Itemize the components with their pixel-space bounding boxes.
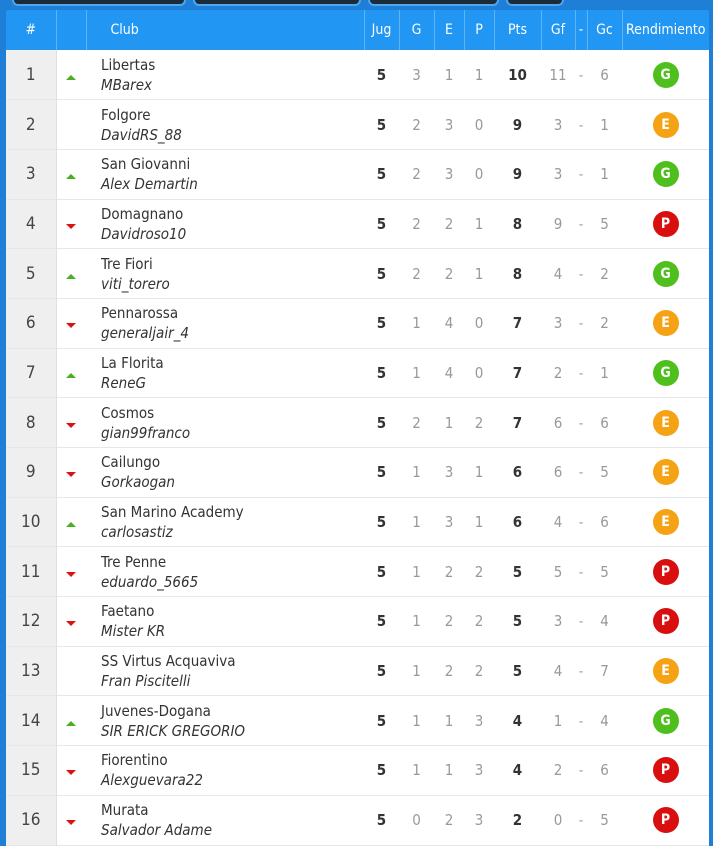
wins-cell: 2 — [412, 165, 421, 184]
manager-name[interactable]: Davidroso10 — [101, 224, 187, 243]
top-tab[interactable] — [12, 0, 186, 6]
draws-cell: 1 — [444, 761, 454, 780]
draws-cell: 3 — [444, 513, 454, 532]
draws-cell: 1 — [444, 65, 454, 84]
club-name[interactable]: Murata — [101, 801, 149, 820]
manager-name[interactable]: Salvador Adame — [101, 821, 213, 840]
performance-badge: P — [653, 757, 679, 783]
points-cell: 2 — [512, 811, 523, 830]
wins-cell: 3 — [412, 65, 421, 84]
wins-cell: 1 — [412, 662, 421, 681]
table-header — [6, 10, 709, 50]
position-cell: 1 — [6, 50, 56, 100]
performance-cell — [622, 448, 709, 498]
club-cell[interactable] — [86, 646, 364, 696]
trend-up-icon — [66, 274, 76, 279]
goals-for-cell: 3 — [553, 165, 563, 184]
table-row[interactable] — [6, 50, 709, 100]
losses-cell: 0 — [474, 363, 484, 382]
goals-for-cell: 4 — [553, 662, 563, 681]
club-name[interactable]: Juvenes-Dogana — [101, 701, 211, 720]
losses-cell: 2 — [474, 562, 484, 581]
goals-for-cell: 6 — [553, 413, 563, 432]
goals-against-cell: 2 — [600, 314, 609, 333]
played-cell: 5 — [376, 761, 387, 780]
goals-against-cell: 6 — [600, 413, 609, 432]
top-tab[interactable] — [193, 0, 361, 6]
goals-separator: - — [578, 65, 584, 84]
goals-against-cell: 4 — [600, 612, 609, 631]
trend-cell — [56, 448, 86, 498]
col-jug-header[interactable]: Jug — [364, 10, 399, 50]
trend-cell — [56, 50, 86, 100]
col-perf-header[interactable]: Rendimiento — [625, 22, 706, 38]
performance-badge: P — [653, 608, 679, 634]
goals-separator: - — [578, 363, 584, 382]
position-cell: 16 — [6, 795, 56, 845]
goals-for-cell: 2 — [553, 363, 563, 382]
losses-cell: 1 — [474, 264, 484, 283]
performance-cell — [622, 497, 709, 547]
trend-down-icon — [66, 820, 76, 825]
manager-name[interactable]: ReneG — [101, 373, 146, 392]
manager-name[interactable]: carlosastiz — [101, 523, 173, 542]
trend-cell — [56, 348, 86, 398]
trend-cell — [56, 398, 86, 448]
performance-badge: G — [653, 261, 679, 287]
goals-separator: - — [578, 562, 584, 581]
club-name[interactable]: Folgore — [101, 105, 151, 124]
table-row[interactable] — [6, 348, 709, 398]
position-cell: 8 — [6, 398, 56, 448]
goals-for-cell: 9 — [553, 214, 563, 233]
trend-cell — [56, 547, 86, 597]
club-cell[interactable] — [86, 597, 364, 647]
club-name[interactable]: San Marino Academy — [101, 503, 244, 522]
played-cell: 5 — [376, 314, 387, 333]
goals-against-cell: 1 — [600, 363, 609, 382]
top-tab[interactable] — [506, 0, 564, 6]
trend-cell — [56, 298, 86, 348]
position-cell: 13 — [6, 646, 56, 696]
played-cell: 5 — [376, 214, 387, 233]
played-cell: 5 — [376, 513, 387, 532]
wins-cell: 1 — [412, 314, 421, 333]
position-cell: 3 — [6, 149, 56, 199]
trend-up-icon — [66, 174, 76, 179]
goals-against-cell: 1 — [600, 165, 609, 184]
goals-for-cell: 0 — [553, 811, 563, 830]
club-cell[interactable] — [86, 199, 364, 249]
performance-badge: G — [653, 360, 679, 386]
club-name[interactable]: Domagnano — [101, 204, 184, 223]
points-cell: 4 — [512, 761, 523, 780]
col-g-header[interactable]: G — [399, 10, 434, 50]
performance-cell — [622, 646, 709, 696]
draws-cell: 1 — [444, 413, 454, 432]
manager-name[interactable]: generaljair_4 — [101, 324, 189, 343]
club-name[interactable]: Libertas — [101, 55, 156, 74]
losses-cell: 3 — [474, 811, 484, 830]
played-cell: 5 — [376, 264, 387, 283]
col-trend-header — [56, 10, 86, 50]
club-cell[interactable] — [86, 547, 364, 597]
trend-down-icon — [66, 572, 76, 577]
club-name[interactable]: Pennarossa — [101, 304, 179, 323]
trend-up-icon — [66, 721, 76, 726]
col-e-header[interactable]: E — [434, 10, 464, 50]
goals-separator: - — [578, 513, 584, 532]
trend-down-icon — [66, 472, 76, 477]
trend-cell — [56, 696, 86, 746]
goals-for-cell: 4 — [553, 264, 563, 283]
goals-against-cell: 2 — [600, 264, 609, 283]
wins-cell: 1 — [412, 363, 421, 382]
losses-cell: 1 — [474, 214, 484, 233]
club-name[interactable]: Cailungo — [101, 453, 161, 472]
top-tab-strip — [0, 0, 713, 8]
performance-cell — [622, 795, 709, 845]
trend-cell — [56, 597, 86, 647]
performance-badge: E — [653, 410, 679, 436]
performance-badge: E — [653, 459, 679, 485]
goals-separator: - — [578, 115, 584, 134]
goals-against-cell: 7 — [600, 662, 609, 681]
played-cell: 5 — [376, 165, 387, 184]
position-cell: 4 — [6, 199, 56, 249]
performance-cell — [622, 597, 709, 647]
goals-separator: - — [578, 463, 584, 482]
played-cell: 5 — [376, 811, 387, 830]
draws-cell: 4 — [444, 363, 454, 382]
position-cell: 11 — [6, 547, 56, 597]
goals-against-cell: 1 — [600, 115, 609, 134]
points-cell: 6 — [512, 463, 523, 482]
goals-against-cell: 6 — [600, 761, 609, 780]
club-name[interactable]: La Florita — [101, 353, 164, 372]
played-cell: 5 — [376, 363, 387, 382]
col-gf-header[interactable]: Gf — [541, 10, 575, 50]
trend-up-icon — [66, 522, 76, 527]
club-name[interactable]: Tre Penne — [101, 552, 167, 571]
played-cell: 5 — [376, 711, 387, 730]
manager-name[interactable]: Gorkaogan — [101, 473, 175, 492]
losses-cell: 0 — [474, 115, 484, 134]
performance-badge: E — [653, 509, 679, 535]
draws-cell: 2 — [444, 264, 454, 283]
position-cell: 5 — [6, 249, 56, 299]
manager-name[interactable]: Mister KR — [101, 622, 166, 641]
club-cell[interactable] — [86, 746, 364, 796]
losses-cell: 1 — [474, 463, 484, 482]
goals-separator: - — [578, 612, 584, 631]
trend-cell — [56, 746, 86, 796]
club-cell[interactable] — [86, 50, 364, 100]
wins-cell: 1 — [412, 612, 421, 631]
position-cell: 9 — [6, 448, 56, 498]
played-cell: 5 — [376, 463, 387, 482]
losses-cell: 0 — [474, 314, 484, 333]
trend-down-icon — [66, 770, 76, 775]
goals-against-cell: 5 — [600, 562, 609, 581]
goals-for-cell: 3 — [553, 314, 563, 333]
manager-name[interactable]: SIR ERICK GREGORIO — [101, 721, 246, 740]
position-cell: 15 — [6, 746, 56, 796]
col-club-header[interactable]: Club — [86, 10, 364, 50]
standings-panel — [6, 10, 709, 845]
performance-badge: E — [653, 112, 679, 138]
goals-for-cell: 4 — [553, 513, 563, 532]
points-cell: 9 — [512, 115, 523, 134]
goals-separator: - — [578, 711, 584, 730]
goals-for-cell: 3 — [553, 115, 563, 134]
wins-cell: 2 — [412, 264, 421, 283]
club-cell[interactable] — [86, 100, 364, 150]
wins-cell: 2 — [412, 214, 421, 233]
goals-for-cell: 6 — [553, 463, 563, 482]
position-cell: 10 — [6, 497, 56, 547]
losses-cell: 1 — [474, 65, 484, 84]
manager-name[interactable]: DavidRS_88 — [101, 125, 182, 144]
points-cell: 6 — [512, 513, 523, 532]
trend-down-icon — [66, 621, 76, 626]
table-row[interactable] — [6, 149, 709, 199]
performance-cell — [622, 50, 709, 100]
table-row[interactable] — [6, 696, 709, 746]
points-cell: 7 — [512, 363, 523, 382]
club-name[interactable]: SS Virtus Acquaviva — [101, 652, 236, 671]
points-cell: 4 — [512, 711, 523, 730]
trend-cell — [56, 100, 86, 150]
performance-cell — [622, 298, 709, 348]
club-cell[interactable] — [86, 795, 364, 845]
manager-name[interactable]: Alexguevara22 — [101, 771, 203, 790]
manager-name[interactable]: MBarex — [101, 75, 153, 94]
goals-for-cell: 11 — [549, 65, 567, 84]
wins-cell: 2 — [412, 115, 421, 134]
goals-separator: - — [578, 662, 584, 681]
draws-cell: 3 — [444, 165, 454, 184]
losses-cell: 1 — [474, 513, 484, 532]
performance-cell — [622, 398, 709, 448]
table-row[interactable] — [6, 746, 709, 796]
draws-cell: 4 — [444, 314, 454, 333]
points-cell: 7 — [512, 314, 523, 333]
club-cell[interactable] — [86, 398, 364, 448]
performance-badge: P — [653, 559, 679, 585]
points-cell: 10 — [508, 65, 527, 84]
goals-for-cell: 3 — [553, 612, 563, 631]
wins-cell: 1 — [412, 711, 421, 730]
losses-cell: 2 — [474, 662, 484, 681]
table-row[interactable] — [6, 100, 709, 150]
position-cell: 2 — [6, 100, 56, 150]
club-name[interactable]: Tre Fiori — [101, 254, 153, 273]
trend-up-icon — [66, 75, 76, 80]
performance-cell — [622, 348, 709, 398]
performance-badge: E — [653, 310, 679, 336]
col-pos-header[interactable]: # — [6, 10, 56, 50]
performance-cell — [622, 149, 709, 199]
club-cell[interactable] — [86, 298, 364, 348]
club-cell[interactable] — [86, 348, 364, 398]
performance-cell — [622, 100, 709, 150]
table-row[interactable] — [6, 795, 709, 845]
performance-cell — [622, 746, 709, 796]
losses-cell: 2 — [474, 413, 484, 432]
goals-against-cell: 4 — [600, 711, 609, 730]
table-row[interactable] — [6, 249, 709, 299]
wins-cell: 1 — [412, 562, 421, 581]
col-sep-header: - — [575, 10, 587, 50]
club-cell[interactable] — [86, 448, 364, 498]
table-row[interactable] — [6, 448, 709, 498]
performance-cell — [622, 199, 709, 249]
club-cell[interactable] — [86, 149, 364, 199]
losses-cell: 3 — [474, 711, 484, 730]
performance-badge: P — [653, 807, 679, 833]
losses-cell: 2 — [474, 612, 484, 631]
losses-cell: 3 — [474, 761, 484, 780]
trend-down-icon — [66, 323, 76, 328]
table-row[interactable] — [6, 199, 709, 249]
played-cell: 5 — [376, 115, 387, 134]
club-name[interactable]: San Giovanni — [101, 155, 191, 174]
goals-separator: - — [578, 413, 584, 432]
losses-cell: 0 — [474, 165, 484, 184]
performance-badge: E — [653, 658, 679, 684]
played-cell: 5 — [376, 65, 387, 84]
position-cell: 14 — [6, 696, 56, 746]
table-row[interactable] — [6, 547, 709, 597]
trend-cell — [56, 646, 86, 696]
manager-name[interactable]: gian99franco — [101, 423, 191, 442]
points-cell: 7 — [512, 413, 523, 432]
points-cell: 5 — [512, 612, 523, 631]
wins-cell: 2 — [412, 413, 421, 432]
played-cell: 5 — [376, 662, 387, 681]
performance-cell — [622, 249, 709, 299]
goals-against-cell: 5 — [600, 463, 609, 482]
goals-against-cell: 6 — [600, 65, 609, 84]
col-p-header[interactable]: P — [464, 10, 494, 50]
draws-cell: 2 — [444, 662, 454, 681]
draws-cell: 2 — [444, 811, 454, 830]
goals-against-cell: 6 — [600, 513, 609, 532]
trend-cell — [56, 199, 86, 249]
goals-against-cell: 5 — [600, 811, 609, 830]
club-name[interactable]: Cosmos — [101, 403, 155, 422]
trend-cell — [56, 795, 86, 845]
trend-up-icon — [66, 373, 76, 378]
wins-cell: 1 — [412, 463, 421, 482]
trend-cell — [56, 249, 86, 299]
trend-down-icon — [66, 224, 76, 229]
played-cell: 5 — [376, 413, 387, 432]
trend-cell — [56, 149, 86, 199]
goals-separator: - — [578, 264, 584, 283]
table-row[interactable] — [6, 298, 709, 348]
goals-separator: - — [578, 811, 584, 830]
points-cell: 5 — [512, 562, 523, 581]
club-cell[interactable] — [86, 696, 364, 746]
draws-cell: 3 — [444, 463, 454, 482]
draws-cell: 2 — [444, 612, 454, 631]
goals-for-cell: 5 — [553, 562, 563, 581]
manager-name[interactable]: Fran Piscitelli — [101, 672, 191, 691]
performance-badge: G — [653, 161, 679, 187]
wins-cell: 1 — [412, 513, 421, 532]
table-row[interactable] — [6, 646, 709, 696]
goals-separator: - — [578, 165, 584, 184]
goals-separator: - — [578, 214, 584, 233]
draws-cell: 3 — [444, 115, 454, 134]
performance-cell — [622, 696, 709, 746]
table-body — [6, 50, 709, 845]
standings-table — [6, 10, 709, 846]
manager-name[interactable]: eduardo_5665 — [101, 572, 199, 591]
col-pts-header[interactable]: Pts — [494, 10, 541, 50]
manager-name[interactable]: viti_torero — [101, 274, 170, 293]
club-name[interactable]: Faetano — [101, 602, 155, 621]
goals-against-cell: 5 — [600, 214, 609, 233]
club-name[interactable]: Fiorentino — [101, 751, 168, 770]
table-row[interactable] — [6, 497, 709, 547]
points-cell: 8 — [512, 214, 523, 233]
points-cell: 8 — [512, 264, 523, 283]
club-cell[interactable] — [86, 497, 364, 547]
points-cell: 9 — [512, 165, 523, 184]
manager-name[interactable]: Alex Demartin — [101, 175, 198, 194]
goals-for-cell: 1 — [553, 711, 563, 730]
points-cell: 5 — [512, 662, 523, 681]
wins-cell: 1 — [412, 761, 421, 780]
performance-cell — [622, 547, 709, 597]
trend-down-icon — [66, 423, 76, 428]
draws-cell: 1 — [444, 711, 454, 730]
goals-separator: - — [578, 761, 584, 780]
table-row[interactable] — [6, 398, 709, 448]
performance-badge: G — [653, 708, 679, 734]
draws-cell: 2 — [444, 214, 454, 233]
trend-cell — [56, 497, 86, 547]
position-cell: 12 — [6, 597, 56, 647]
draws-cell: 2 — [444, 562, 454, 581]
played-cell: 5 — [376, 612, 387, 631]
wins-cell: 0 — [412, 811, 421, 830]
performance-badge: G — [653, 62, 679, 88]
position-cell: 7 — [6, 348, 56, 398]
performance-badge: P — [653, 211, 679, 237]
col-gc-header[interactable]: Gc — [587, 10, 622, 50]
top-tab[interactable] — [368, 0, 499, 6]
played-cell: 5 — [376, 562, 387, 581]
position-cell: 6 — [6, 298, 56, 348]
goals-separator: - — [578, 314, 584, 333]
club-cell[interactable] — [86, 249, 364, 299]
table-row[interactable] — [6, 597, 709, 647]
goals-for-cell: 2 — [553, 761, 563, 780]
